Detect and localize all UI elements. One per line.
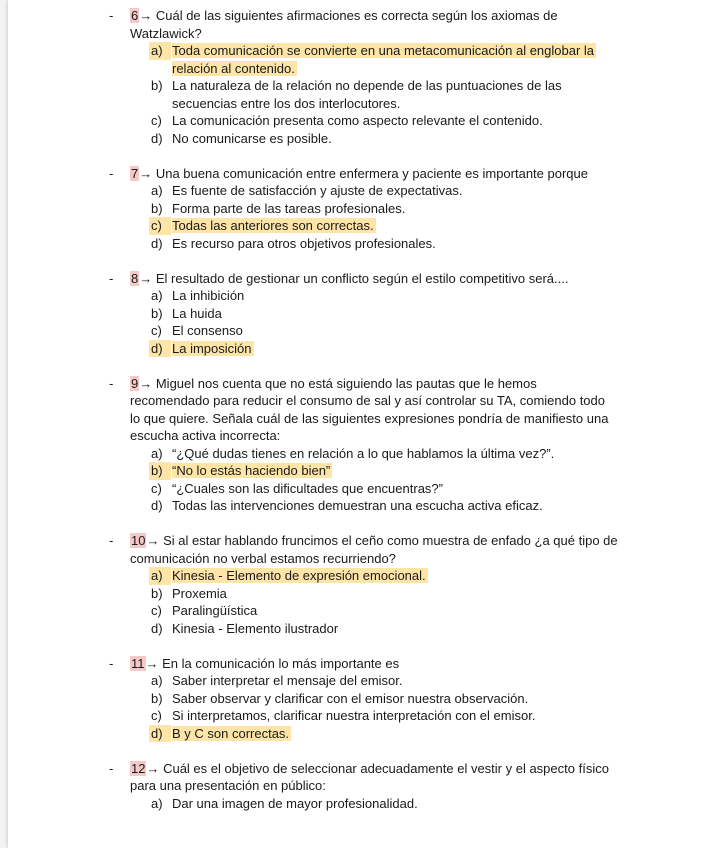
answer-option [151,602,601,620]
question-number: 10 [131,533,146,548]
question-item [8,270,703,358]
question-item [8,165,703,253]
answer-option [151,287,601,305]
option-text: Toda comunicación se convierte en una metacomunicación al englobar la relación al contenido. [172,43,595,76]
question-text [130,760,618,795]
option-letter: a) [149,42,171,60]
answer-option [151,585,601,603]
option-letter: d) [151,620,163,636]
answer-option [151,200,601,218]
option-text: Paralingüística [172,603,258,618]
option-text: La huida [172,305,222,321]
list-bullet-dash: - [109,375,114,391]
answer-option-highlighted [151,217,601,235]
question-number: 11 [131,655,145,671]
answer-option [151,672,601,690]
option-text: “No lo estás haciendo bien” [172,463,331,478]
option-letter: a) [149,567,171,585]
option-text: La naturaleza de la relación no depende de las puntuaciones de las secuencias entre los dos interlocutores. [172,78,562,111]
document-page [8,0,703,848]
question-prompt: → Si al estar hablando fruncimos el ceño como muestra de enfado ¿a qué tipo de comunicación no verbal estamos recurriendo? [130,533,618,566]
option-letter: b) [151,585,163,601]
question-text [130,655,618,673]
option-text: Kinesia - Elemento de expresión emocional. [172,568,426,583]
option-letter: a) [151,795,163,811]
question-item [8,760,703,813]
answer-option-highlighted [151,462,601,480]
option-letter: d) [151,235,163,251]
question-prompt: → En la comunicación lo más importante es [145,655,400,671]
answer-option [151,77,601,112]
question-prompt: → Cuál es el objetivo de seleccionar adecuadamente el vestir y el aspecto físico para una presentación en público: [130,760,609,793]
option-letter: c) [151,708,162,723]
option-text: “¿Cuales son las dificultades que encuentras?” [172,480,443,496]
option-letter: d) [151,498,163,513]
question-prompt: → Una buena comunicación entre enfermera y paciente es importante porque [139,165,588,181]
question-item [8,375,703,515]
option-text: Saber interpretar el mensaje del emisor. [172,673,403,688]
option-letter: d) [149,340,171,358]
option-letter: a) [151,673,163,688]
option-letter: a) [151,288,163,303]
answer-option [151,497,601,515]
question-text [130,270,618,288]
option-letter: b) [149,462,171,480]
question-item [8,7,703,147]
question-prompt: → Miguel nos cuenta que no está siguiendo las pautas que le hemos recomendado para reducir el consumo de sal y así controlar su TA, comiendo todo lo que quiere. Señala cuál de las siguientes expresiones pondría de manifiesto una escucha activa incorrecta: [130,375,609,443]
option-text: La comunicación presenta como aspecto relevante el contenido. [172,113,543,128]
option-text: El consenso [172,323,243,338]
option-text: Si interpretamos, clarificar nuestra interpretación con el emisor. [172,708,536,723]
question-prompt: → Cuál de las siguientes afirmaciones es correcta según los axiomas de Watzlawick? [130,8,558,41]
answer-option [151,112,601,130]
option-text: Forma parte de las tareas profesionales. [172,200,406,216]
option-letter: c) [151,480,162,496]
option-letter: b) [151,78,163,93]
answer-option-highlighted [151,340,601,358]
option-letter: c) [149,217,171,235]
option-text: Dar una imagen de mayor profesionalidad. [172,795,418,811]
option-text: Proxemia [172,585,227,601]
question-text [130,7,618,42]
question-number: 9 [131,375,139,391]
question-number: 8 [131,270,139,286]
list-bullet-dash: - [109,270,114,286]
answer-option [151,322,601,340]
question-number: 6 [131,8,139,23]
answer-option [151,480,601,498]
option-letter: d) [149,725,171,743]
option-letter: c) [151,323,162,338]
option-text: Es recurso para otros objetivos profesionales. [172,235,436,251]
option-letter: c) [151,603,162,618]
answer-option [151,620,601,638]
option-letter: b) [151,690,163,706]
option-text: Es fuente de satisfacción y ajuste de expectativas. [172,183,463,198]
question-text [130,375,618,445]
option-letter: a) [151,445,163,461]
list-bullet-dash: - [109,655,114,671]
question-item [8,532,703,637]
question-text [130,532,618,567]
option-text: No comunicarse es posible. [172,130,332,146]
question-number: 12 [131,760,146,776]
question-list [8,7,703,830]
answer-option [151,795,601,813]
option-text: Todas las anteriores son correctas. [172,218,374,233]
option-letter: b) [151,305,163,321]
question-item [8,655,703,743]
answer-option [151,690,601,708]
question-number: 7 [131,165,139,181]
option-letter: d) [151,130,163,146]
option-letter: a) [151,183,163,198]
option-letter: c) [151,113,162,128]
answer-option [151,305,601,323]
option-text: Todas las intervenciones demuestran una escucha activa eficaz. [172,498,543,513]
list-bullet-dash: - [109,760,114,776]
answer-option [151,235,601,253]
answer-option-highlighted [151,725,601,743]
option-text: La inhibición [172,288,245,303]
list-bullet-dash: - [109,8,114,23]
option-text: Saber observar y clarificar con el emisor nuestra observación. [172,690,529,706]
question-prompt: → El resultado de gestionar un conflicto según el estilo competitivo será.... [139,270,569,286]
option-text: La imposición [172,340,252,356]
option-text: Kinesia - Elemento ilustrador [172,620,339,636]
answer-option-highlighted [151,567,601,585]
answer-option-highlighted [151,42,601,77]
answer-option [151,445,601,463]
option-text: B y C son correctas. [172,725,290,741]
answer-option [151,130,601,148]
option-letter: b) [151,200,163,216]
answer-option [151,182,601,200]
list-bullet-dash: - [109,533,114,548]
answer-option [151,707,601,725]
question-text [130,165,618,183]
list-bullet-dash: - [109,165,114,181]
option-text: “¿Qué dudas tienes en relación a lo que hablamos la última vez?”. [172,445,555,461]
